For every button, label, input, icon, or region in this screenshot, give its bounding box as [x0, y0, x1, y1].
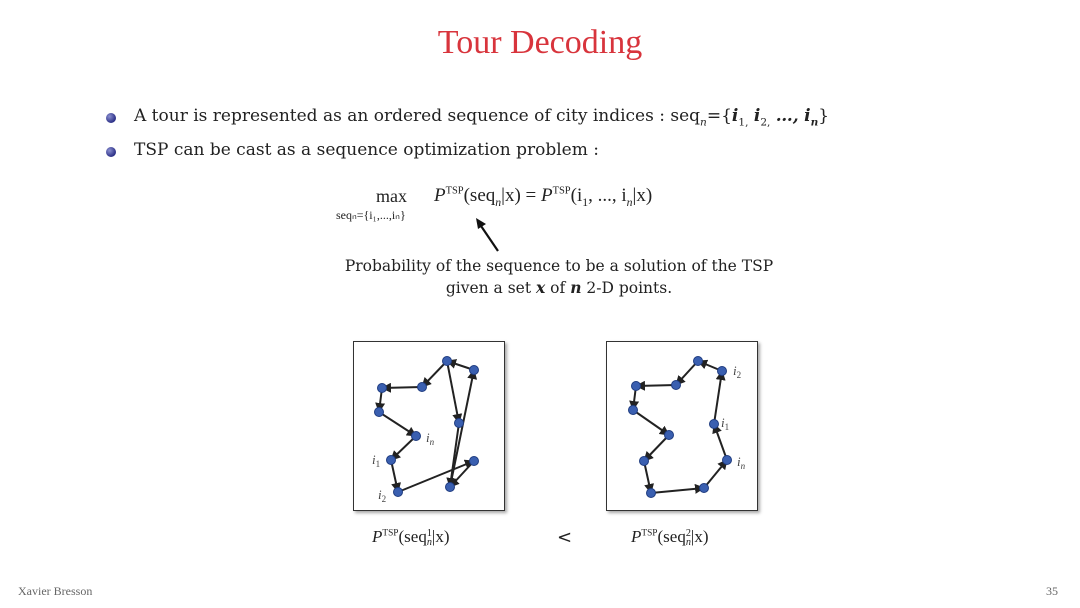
tour-graph-right — [607, 342, 757, 510]
city-node — [378, 384, 387, 393]
formula-max-subscript: seqₙ={i₁,...,iₙ} — [336, 208, 406, 222]
city-node — [632, 382, 641, 391]
comparison-less-than: < — [557, 527, 573, 548]
city-node — [640, 457, 649, 466]
city-node — [647, 489, 656, 498]
tour-diagram-left — [353, 341, 505, 511]
city-node — [470, 457, 479, 466]
slide-title: Tour Decoding — [437, 24, 643, 61]
city-node — [455, 419, 464, 428]
tour-graph-left — [354, 342, 504, 510]
label-i-n: $i_n$ — [426, 430, 435, 447]
label-i-n: $i_n$ — [737, 454, 746, 471]
bullet-dot-icon — [106, 147, 116, 157]
caption-left: $P^{TSP}(seq$ 1 n |x) — [372, 527, 450, 549]
tour-diagram-right — [606, 341, 758, 511]
city-node — [387, 456, 396, 465]
bullet-text: TSP can be cast as a sequence optimization problem : — [134, 140, 599, 160]
city-node — [700, 484, 709, 493]
city-node — [470, 366, 479, 375]
formula-expression: $P^{TSP}(seq_n|x) = P^{TSP}(i_1$, ..., $i_n|x$) — [434, 185, 653, 209]
footer-page-number: 35 — [1046, 584, 1058, 598]
city-node — [723, 456, 732, 465]
bullet-dot-icon — [106, 113, 116, 123]
city-node — [629, 406, 638, 415]
probability-formula — [336, 180, 766, 228]
annotation-text: Probability of the sequence to be a solution of the TSP given a set x of n 2-D points. — [344, 257, 774, 297]
city-node — [446, 483, 455, 492]
city-node — [665, 431, 674, 440]
city-node — [394, 488, 403, 497]
label-i-2: $i_2$ — [378, 487, 387, 504]
formula-max: max — [376, 186, 407, 206]
city-node — [375, 408, 384, 417]
label-i-1: $i_1$ — [721, 415, 730, 432]
city-node — [694, 357, 703, 366]
caption-right: $P^{TSP}(seq$ 2 n |x) — [631, 527, 709, 549]
city-node — [718, 367, 727, 376]
label-i-2: $i_2$ — [733, 363, 742, 380]
city-node — [412, 432, 421, 441]
city-node — [418, 383, 427, 392]
bullet-text: A tour is represented as an ordered sequence of city indices : $seq_n=\{i_{1,}$ $i_{2,}$ …, $i_n$} — [134, 106, 830, 129]
label-i-1: $i_1$ — [372, 452, 381, 469]
annotation-arrow-icon — [470, 214, 510, 258]
footer-author: Xavier Bresson — [18, 584, 93, 598]
city-node — [672, 381, 681, 390]
city-node — [710, 420, 719, 429]
city-node — [443, 357, 452, 366]
